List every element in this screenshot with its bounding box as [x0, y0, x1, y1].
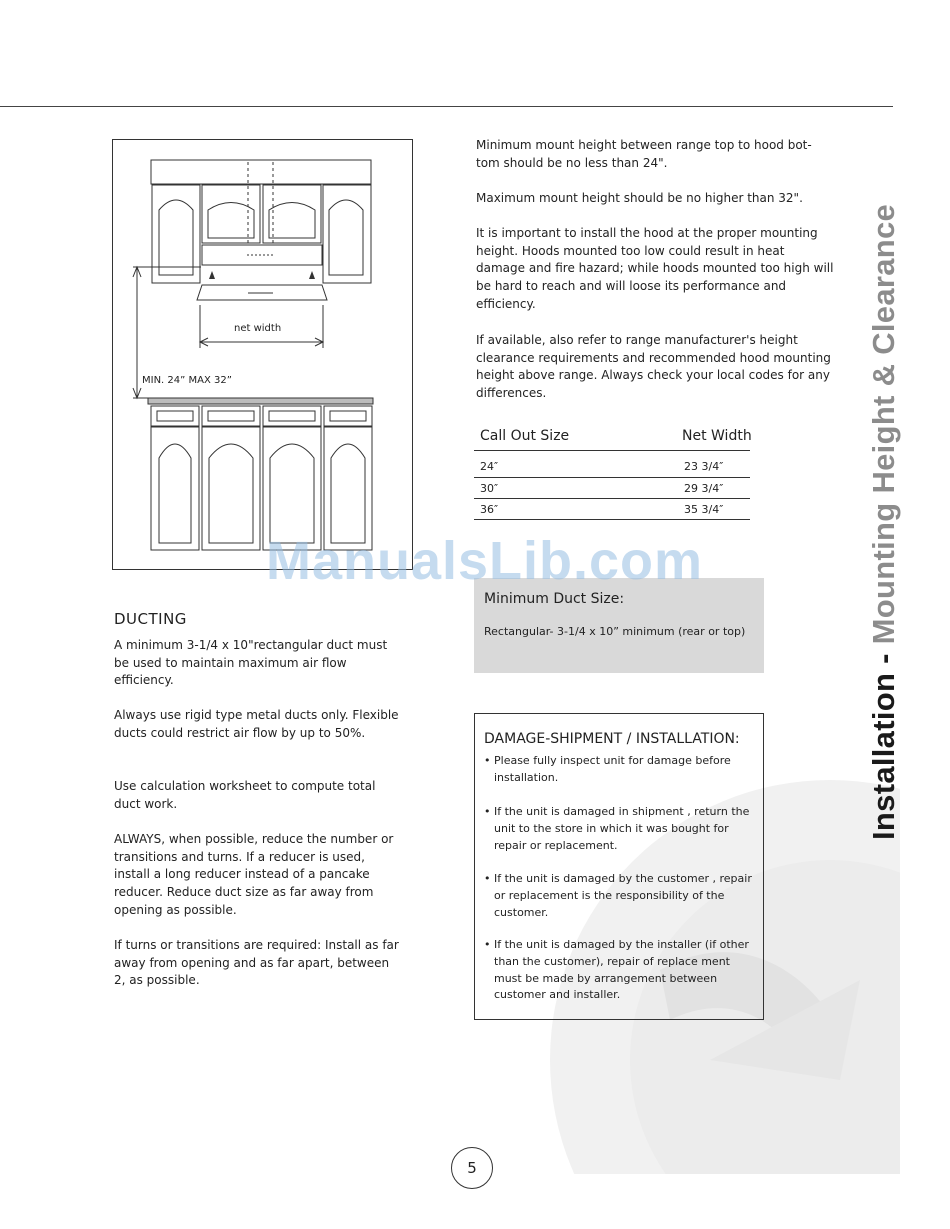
ducting-title: DUCTING	[114, 610, 187, 628]
table-header-callout: Call Out Size	[480, 428, 570, 444]
ducting-paragraph: If turns or transitions are required: Install as far away from opening and as far apart, between 2, as possible.	[114, 938, 399, 988]
net-width-label: net width	[234, 323, 282, 334]
table-cell: 29 3/4″	[684, 482, 724, 495]
table-cell: 23 3/4″	[684, 460, 724, 473]
side-section-title	[866, 204, 902, 840]
table-header-netwidth: Net Width	[682, 428, 752, 444]
damage-item-text: If the unit is damaged in shipment , return the unit to the store in which it was bought for repair or replacement.	[494, 805, 750, 852]
side-title-part1: Installation -	[866, 644, 901, 840]
damage-item-text: If the unit is damaged by the customer , repair or replacement is the responsibility of the customer.	[494, 872, 752, 919]
damage-list-item	[484, 937, 758, 1004]
bullet-icon: •	[484, 938, 491, 951]
bullet-icon: •	[484, 754, 491, 767]
damage-item-text: If the unit is damaged by the installer (if other than the customer), repair of replace ment must be made by arrangement between customer and installer.	[494, 938, 749, 1002]
page-number: 5	[451, 1147, 493, 1189]
ducting-paragraph: Always use rigid type metal ducts only. Flexible ducts could restrict air flow by up to 50%.	[114, 708, 399, 740]
damage-item-text: Please fully inspect unit for damage before installation.	[494, 754, 731, 784]
damage-title: DAMAGE-SHIPMENT / INSTALLATION:	[484, 731, 740, 747]
mount-height-label: MIN. 24” MAX 32”	[142, 375, 232, 386]
importance-paragraph: It is important to install the hood at the proper mounting height. Hoods mounted too low could result in heat damage and fire hazard; while hoods mounted too high will be hard to reach and will loose its performance and efficiency.	[476, 226, 834, 311]
damage-list-item	[484, 804, 758, 854]
damage-list-item	[484, 753, 758, 787]
header-rule	[0, 106, 893, 107]
ducting-paragraph: ALWAYS, when possible, reduce the number or transitions and turns. If a reducer is used, install a long reducer instead of a pancake reducer. Reduce duct size as far away from opening as possible.	[114, 832, 394, 917]
min-duct-title: Minimum Duct Size:	[484, 591, 625, 607]
table-rule	[474, 477, 750, 478]
bullet-icon: •	[484, 872, 491, 885]
ducting-paragraph: A minimum 3-1/4 x 10"rectangular duct must be used to maintain maximum air flow efficiency.	[114, 638, 388, 688]
table-cell: 30″	[480, 482, 499, 495]
cabinet-diagram-drawing	[113, 140, 414, 571]
table-rule	[474, 450, 750, 451]
manufacturer-paragraph: If available, also refer to range manufacturer's height clearance requirements and recommended hood mounting height above range. Always check your local codes for any differences.	[476, 333, 831, 401]
min-height-paragraph: Minimum mount height between range top to hood bot- tom should be no less than 24".	[476, 138, 812, 170]
table-rule	[474, 498, 750, 499]
manualslib-watermark: ManualsLib.com	[266, 531, 704, 591]
damage-list-item	[484, 871, 758, 921]
side-title-part2: Mounting Height & Clearance	[866, 203, 901, 645]
bullet-icon: •	[484, 805, 491, 818]
table-rule	[474, 519, 750, 520]
max-height-paragraph: Maximum mount height should be no higher than 32".	[476, 191, 803, 205]
mounting-diagram	[112, 139, 413, 570]
table-cell: 24″	[480, 460, 499, 473]
table-cell: 36″	[480, 503, 499, 516]
ducting-paragraph: Use calculation worksheet to compute total duct work.	[114, 779, 376, 811]
table-cell: 35 3/4″	[684, 503, 724, 516]
min-duct-text: Rectangular- 3-1/4 x 10” minimum (rear or top)	[484, 625, 746, 638]
